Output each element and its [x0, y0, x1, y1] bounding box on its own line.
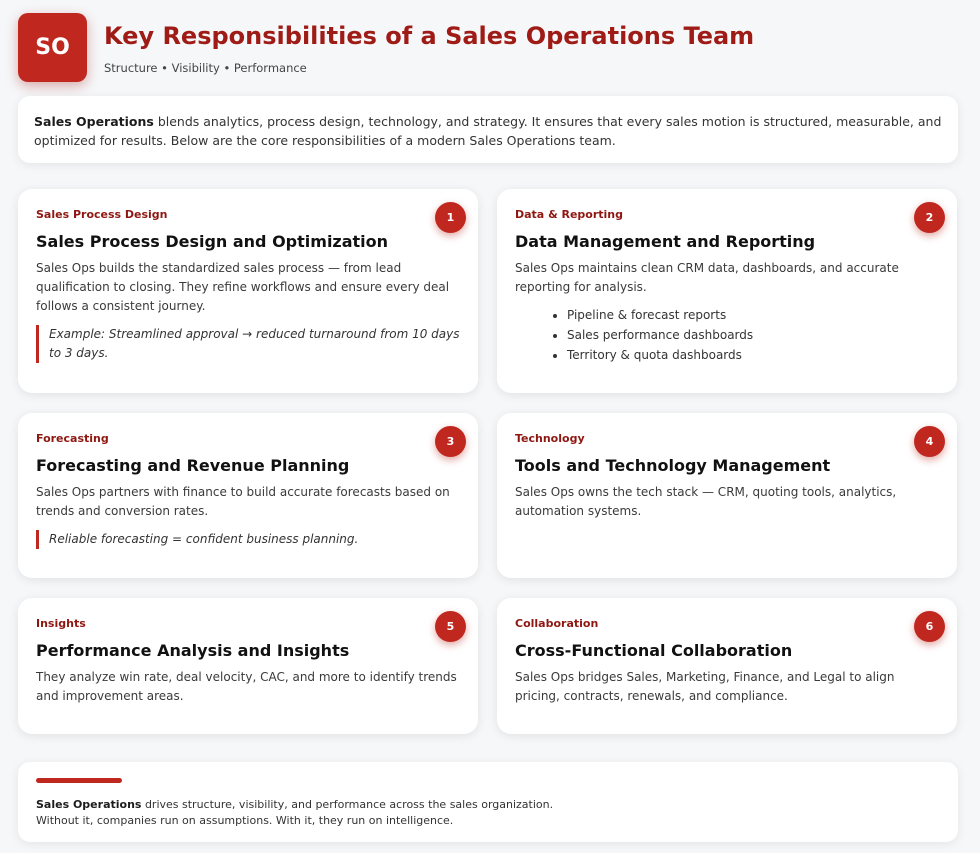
- footer-lead: Sales Operations: [36, 798, 142, 811]
- card-title: Tools and Technology Management: [515, 456, 831, 475]
- intro-lead: Sales Operations: [34, 114, 154, 129]
- card-number-badge: 3: [435, 426, 466, 457]
- card-sales-process: [18, 189, 478, 393]
- card-tag: Forecasting: [36, 432, 109, 445]
- card-title: Forecasting and Revenue Planning: [36, 456, 350, 475]
- card-title: Data Management and Reporting: [515, 232, 816, 251]
- card-tag: Insights: [36, 617, 86, 630]
- card-description: They analyze win rate, deal velocity, CAC, and more to identify trends and improvement areas.: [36, 670, 457, 703]
- footer-text: [36, 797, 940, 829]
- list-item: • Territory & quota dashboards: [567, 345, 939, 365]
- list-item: • Sales performance dashboards: [567, 325, 939, 345]
- card-number-badge: 6: [914, 611, 945, 642]
- card-tag: Collaboration: [515, 617, 599, 630]
- footer-line-2: Without it, companies run on assumptions. With it, they run on intelligence.: [36, 814, 454, 827]
- card-tag: Technology: [515, 432, 585, 445]
- logo-badge: SO: [18, 13, 87, 82]
- card-forecasting: [18, 413, 478, 578]
- card-title: Performance Analysis and Insights: [36, 641, 350, 660]
- card-number-badge: 1: [435, 202, 466, 233]
- card-description: Sales Ops bridges Sales, Marketing, Finance, and Legal to align pricing, contracts, renewals, and compliance.: [515, 670, 895, 703]
- page-subtitle: Structure • Visibility • Performance: [104, 61, 307, 75]
- report-list: [515, 305, 939, 365]
- card-number-badge: 4: [914, 426, 945, 457]
- page-header: [18, 13, 962, 83]
- accent-bar: [36, 778, 122, 783]
- card-description: Sales Ops builds the standardized sales process — from lead qualification to closing. They refine workflows and ensure every deal follows a consistent journey.: [36, 261, 450, 313]
- card-note: Reliable forecasting = confident business planning.: [36, 530, 460, 549]
- card-data-reporting: [497, 189, 957, 393]
- list-item: • Pipeline & forecast reports: [567, 305, 939, 325]
- summary-footer: [18, 762, 958, 842]
- card-description: Sales Ops owns the tech stack — CRM, quoting tools, analytics, automation systems.: [515, 485, 897, 518]
- card-technology: [497, 413, 957, 578]
- card-note: Example: Streamlined approval → reduced turnaround from 10 days to 3 days.: [36, 325, 460, 363]
- page-title: Key Responsibilities of a Sales Operations Team: [104, 22, 755, 50]
- card-number-badge: 2: [914, 202, 945, 233]
- intro-panel: [18, 96, 958, 163]
- card-collaboration: [497, 598, 957, 734]
- card-description: Sales Ops maintains clean CRM data, dashboards, and accurate reporting for analysis.: [515, 261, 899, 294]
- card-insights: [18, 598, 478, 734]
- card-tag: Data & Reporting: [515, 208, 624, 221]
- card-title: Sales Process Design and Optimization: [36, 232, 389, 251]
- card-number-badge: 5: [435, 611, 466, 642]
- card-description: Sales Ops partners with finance to build accurate forecasts based on trends and conversion rates.: [36, 485, 450, 518]
- footer-line-1: drives structure, visibility, and performance across the sales organization.: [141, 798, 554, 811]
- intro-text: blends analytics, process design, technology, and strategy. It ensures that every sales motion is structured, measurable, and optimized for results. Below are the core responsibilities of a modern Sales Operations team.: [34, 114, 942, 148]
- card-title: Cross-Functional Collaboration: [515, 641, 793, 660]
- card-tag: Sales Process Design: [36, 208, 168, 221]
